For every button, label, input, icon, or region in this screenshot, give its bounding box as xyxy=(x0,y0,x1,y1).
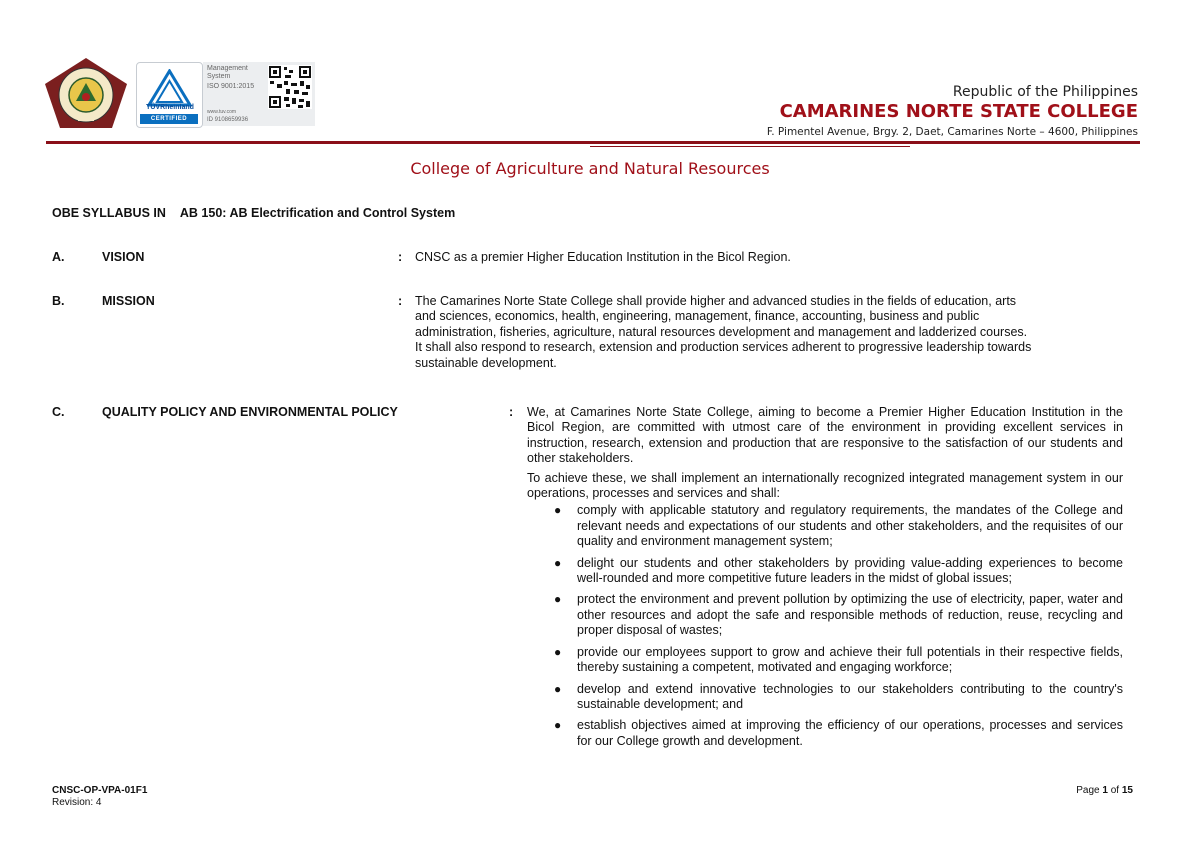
revision-number: Revision: 4 xyxy=(52,797,102,808)
bullet-icon: ● xyxy=(554,681,562,696)
bullet-icon: ● xyxy=(554,555,562,570)
mission-colon: : xyxy=(398,294,403,308)
bullet-text: develop and extend innovative technologies to our stakeholders contributing to the country's sustainable development; and xyxy=(577,681,1123,711)
mgmt-line2: System xyxy=(207,73,231,80)
mission-line: administration, fisheries, agriculture, natural resources development and management and ladderized courses. xyxy=(415,324,1028,339)
course-code: AB 150: AB Electrification and Control System xyxy=(179,206,456,220)
mission-text xyxy=(415,294,1135,371)
header-divider xyxy=(46,141,1140,144)
bullet-icon: ● xyxy=(554,592,562,607)
list-item xyxy=(527,718,1123,749)
list-item xyxy=(527,645,1123,676)
bullet-icon: ● xyxy=(554,503,562,518)
tuv-triangle-icon xyxy=(147,69,192,107)
bullet-text: comply with applicable statutory and regulatory requirements, the mandates of the College and relevant needs and expectations of our students and other stakeholders, and the requisites of our quality and environment management system; xyxy=(577,503,1123,549)
mgmt-line4: www.tuv.com xyxy=(207,109,237,115)
cert-badge: CERTIFIED xyxy=(140,114,198,124)
quality-intro: We, at Camarines Norte State College, aiming to become a Premier Higher Education Institution in the Bicol Region, are committed with utmost care of the environment in providing excellent services in instruction, research, extension and production that are responsive to the satisfaction of our students and other stakeholders. xyxy=(527,405,1123,466)
mgmt-id: ID 9108659936 xyxy=(207,117,249,123)
bullet-text: protect the environment and prevent pollution by optimizing the use of electricity, paper, water and other resources and adopt the safe and responsible methods of reduction, reuse, recycling and proper disposal of wastes; xyxy=(577,592,1123,638)
bullet-text: establish objectives aimed at improving the efficiency of our operations, processes and services for our College growth and development. xyxy=(577,718,1123,748)
syllabus-prefix: OBE SYLLABUS IN xyxy=(52,206,166,220)
list-item xyxy=(527,556,1123,587)
mission-letter: B. xyxy=(52,294,65,308)
republic-heading: Republic of the Philippines xyxy=(952,84,1138,100)
bullet-text: delight our students and other stakeholders by providing value-adding experiences to become well-rounded and more competitive future leaders in the midst of global issues; xyxy=(577,555,1123,586)
cert-brand: TÜVRheinland xyxy=(146,104,194,111)
quality-colon: : xyxy=(509,405,514,419)
bullet-text: provide our employees support to grow and achieve their full potentials in their respective fields, thereby sustaining a competent, motivated and engaging workforce; xyxy=(577,644,1123,675)
mission-line: It shall also respond to research, extension and production services adherent to progressive leadership towards xyxy=(415,340,1032,355)
mgmt-line1: Management xyxy=(207,65,248,72)
quality-intro-2: To achieve these, we shall implement an internationally recognized integrated management system in our operations, processes and services and shall: xyxy=(527,470,1123,501)
page-of: of xyxy=(1110,785,1120,796)
bullet-icon: ● xyxy=(554,718,562,733)
mgmt-line3: ISO 9001:2015 xyxy=(207,83,255,90)
bullet-icon: ● xyxy=(554,644,562,659)
page-current: 1 xyxy=(1102,785,1108,796)
college-seal-icon xyxy=(44,57,128,129)
qr-code-icon xyxy=(268,65,312,109)
quality-label: QUALITY POLICY AND ENVIRONMENTAL POLICY xyxy=(102,405,398,419)
vision-text: CNSC as a premier Higher Education Institution in the Bicol Region. xyxy=(415,250,791,264)
mission-line: sustainable development. xyxy=(415,355,557,370)
quality-letter: C. xyxy=(52,405,65,419)
header-divider-thin xyxy=(590,146,910,147)
page-number xyxy=(1076,785,1133,796)
document-code-block xyxy=(52,785,147,809)
college-name: CAMARINES NORTE STATE COLLEGE xyxy=(779,101,1138,122)
list-item xyxy=(527,592,1123,638)
vision-colon: : xyxy=(398,250,403,264)
list-item xyxy=(527,682,1123,713)
mission-line: and sciences, economics, health, engineering, management, finance, accounting, business and public xyxy=(415,309,980,324)
mission-line: The Camarines Norte State College shall provide higher and advanced studies in the fields of education, arts xyxy=(415,294,1017,308)
vision-label: VISION xyxy=(102,250,145,264)
mission-label: MISSION xyxy=(102,294,155,308)
department-title: College of Agriculture and Natural Resources xyxy=(410,159,770,178)
document-code: CNSC-OP-VPA-01F1 xyxy=(52,785,148,796)
tuv-certification-logo xyxy=(136,62,203,128)
list-item xyxy=(527,503,1123,549)
page-label: Page xyxy=(1076,785,1100,796)
quality-bullet-list xyxy=(527,503,1123,749)
quality-policy-body xyxy=(527,405,1123,755)
vision-letter: A. xyxy=(52,250,65,264)
college-address: F. Pimentel Avenue, Brgy. 2, Daet, Camarines Norte – 4600, Philippines xyxy=(766,126,1138,138)
page-total: 15 xyxy=(1121,785,1133,796)
syllabus-title xyxy=(52,206,455,220)
